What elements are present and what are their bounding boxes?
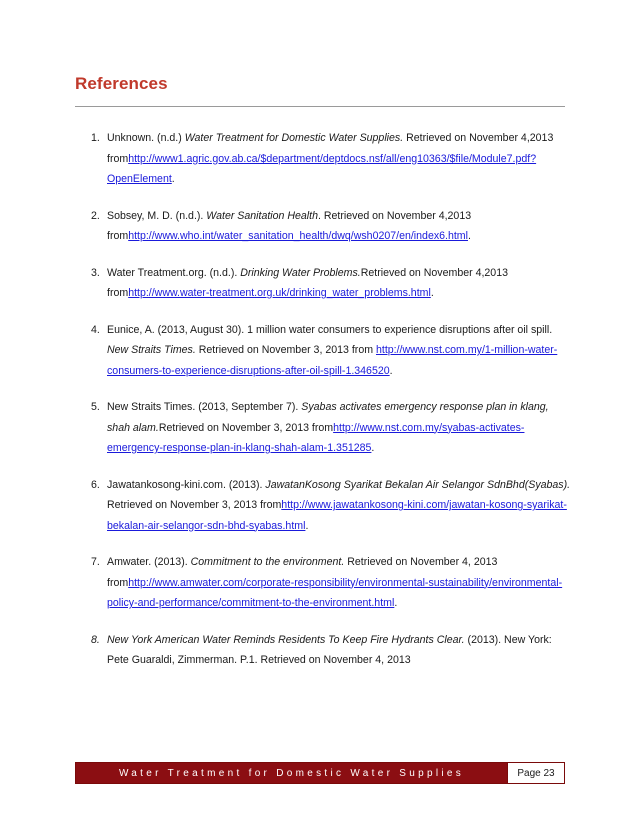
- reference-text: Amwater. (2013).: [107, 556, 191, 568]
- reference-item: 4. Eunice, A. (2013, August 30). 1 million water consumers to experience disruptions after oil spill. New Straits Times. Retrieved on November 3, 2013 from http://www.nst.com.my/1-million-water-consumers-to-experience-disruptions-after-oil-spill-1.346520.: [91, 320, 571, 382]
- reference-text: Water Treatment.org. (n.d.).: [107, 266, 241, 279]
- reference-number: 6.: [91, 478, 100, 491]
- reference-title: New Straits Times.: [107, 344, 196, 356]
- reference-item: 3. Water Treatment.org. (n.d.). Drinking Water Problems.Retrieved on November 4,2013 fromhttp://www.water-treatment.org.uk/drinking_water_problems.html.: [91, 263, 571, 304]
- reference-title: Commitment to the environment.: [190, 556, 345, 568]
- reference-link[interactable]: http://www1.agric.gov.ab.ca/$department/deptdocs.nsf/all/eng10363/$file/Module7.pdf?OpenElement: [107, 152, 537, 185]
- reference-text: Retrieved on November 3, 2013 from: [158, 421, 334, 434]
- reference-item: 6. Jawatankosong-kini.com. (2013). JawatanKosong Syarikat Bekalan Air Selangor SdnBhd(Syabas). Retrieved on November 3, 2013 fromhttp://www.jawatankosong-kini.com/jawatan-kosong-syarikat-bekalan-air-selangor-sdn-bhd-syabas.html.: [91, 475, 571, 537]
- reference-link[interactable]: http://www.nst.com.my/1-million-water-consumers-to-experience-disruptions-after-oil-spill-1.346520: [107, 344, 558, 377]
- reference-item: 5. New Straits Times. (2013, September 7). Syabas activates emergency response plan in klang, shah alam.Retrieved on November 3, 2013 fromhttp://www.nst.com.my/syabas-activates-emergency-response-plan-in-klang-shah-alam-1.351285.: [91, 397, 571, 459]
- reference-number: 5.: [91, 401, 100, 413]
- reference-link[interactable]: http://www.water-treatment.org.uk/drinking_water_problems.html: [128, 287, 431, 299]
- reference-text: Eunice, A. (2013, August 30). 1 million water consumers to experience disruptions after oil spill.: [107, 323, 553, 336]
- reference-title: Syabas activates emergency response plan in klang, shah alam.: [107, 401, 549, 434]
- reference-text: Jawatankosong-kini.com. (2013).: [107, 478, 266, 491]
- reference-text: . Retrieved on November 4,2013 from: [107, 209, 472, 242]
- reference-link[interactable]: http://www.amwater.com/corporate-responsibility/environmental-sustainability/environmental-policy-and-performance/commitment-to-the-environment.html: [107, 576, 563, 609]
- reference-number: 3.: [91, 266, 100, 279]
- reference-text: Retrieved on November 4,2013 from: [107, 132, 554, 165]
- reference-link[interactable]: http://www.who.int/water_sanitation_health/dwq/wsh0207/en/index6.html: [128, 230, 468, 242]
- reference-item: [91, 630, 571, 671]
- reference-list: [91, 128, 571, 687]
- reference-number: 4.: [91, 323, 100, 336]
- reference-item: 2. Sobsey, M. D. (n.d.). Water Sanitation Health. Retrieved on November 4,2013 fromhttp://www.who.int/water_sanitation_health/dwq/wsh0207/en/index6.html.: [91, 206, 571, 247]
- reference-text: Retrieved on November 4, 2013 from: [107, 556, 498, 589]
- footer-title: Water Treatment for Domestic Water Supplies: [76, 763, 507, 783]
- reference-number: 7.: [91, 556, 100, 568]
- reference-item: 7. Amwater. (2013). Commitment to the environment. Retrieved on November 4, 2013 fromhttp://www.amwater.com/corporate-responsibility/environmental-sustainability/environmental-policy-and-performance/commitment-to-the-environment.html.: [91, 552, 571, 614]
- reference-link[interactable]: http://www.jawatankosong-kini.com/jawatan-kosong-syarikat-bekalan-air-selangor-sdn-bhd-syabas.html: [107, 499, 567, 532]
- reference-number: 2.: [91, 209, 100, 222]
- page-number: Page 23: [507, 763, 564, 783]
- reference-title: Water Treatment for Domestic Water Supplies.: [184, 132, 404, 144]
- reference-number: 1.: [91, 132, 100, 144]
- reference-text: (2013). New York: Pete Guaraldi, Zimmerman. P.1. Retrieved on November 4, 2013: [107, 633, 552, 666]
- reference-title: JawatanKosong Syarikat Bekalan Air Selangor SdnBhd(Syabas).: [265, 478, 571, 491]
- reference-item: 1. Unknown. (n.d.) Water Treatment for Domestic Water Supplies. Retrieved on November 4,2013 fromhttp://www1.agric.gov.ab.ca/$department/deptdocs.nsf/all/eng10363/$file/Module7.pdf?OpenElement.: [91, 128, 571, 190]
- reference-text: Retrieved on November 4,2013 from: [107, 266, 508, 299]
- page-heading: References: [75, 74, 168, 93]
- reference-title: New York American Water Reminds Residents To Keep Fire Hydrants Clear.: [107, 633, 465, 646]
- reference-number: 8.: [91, 633, 100, 646]
- reference-text: Unknown. (n.d.): [107, 132, 185, 144]
- reference-text: New Straits Times. (2013, September 7).: [107, 401, 302, 413]
- reference-title: Water Sanitation Health: [206, 209, 318, 222]
- reference-text: Retrieved on November 3, 2013 from: [195, 344, 376, 356]
- heading-divider: [75, 106, 565, 107]
- reference-text: Retrieved on November 3, 2013 from: [107, 499, 282, 511]
- page-footer: [75, 762, 565, 784]
- reference-link[interactable]: http://www.nst.com.my/syabas-activates-emergency-response-plan-in-klang-shah-alam-1.351285: [107, 421, 525, 454]
- reference-title: Drinking Water Problems.: [240, 266, 361, 279]
- reference-text: Sobsey, M. D. (n.d.).: [107, 209, 207, 222]
